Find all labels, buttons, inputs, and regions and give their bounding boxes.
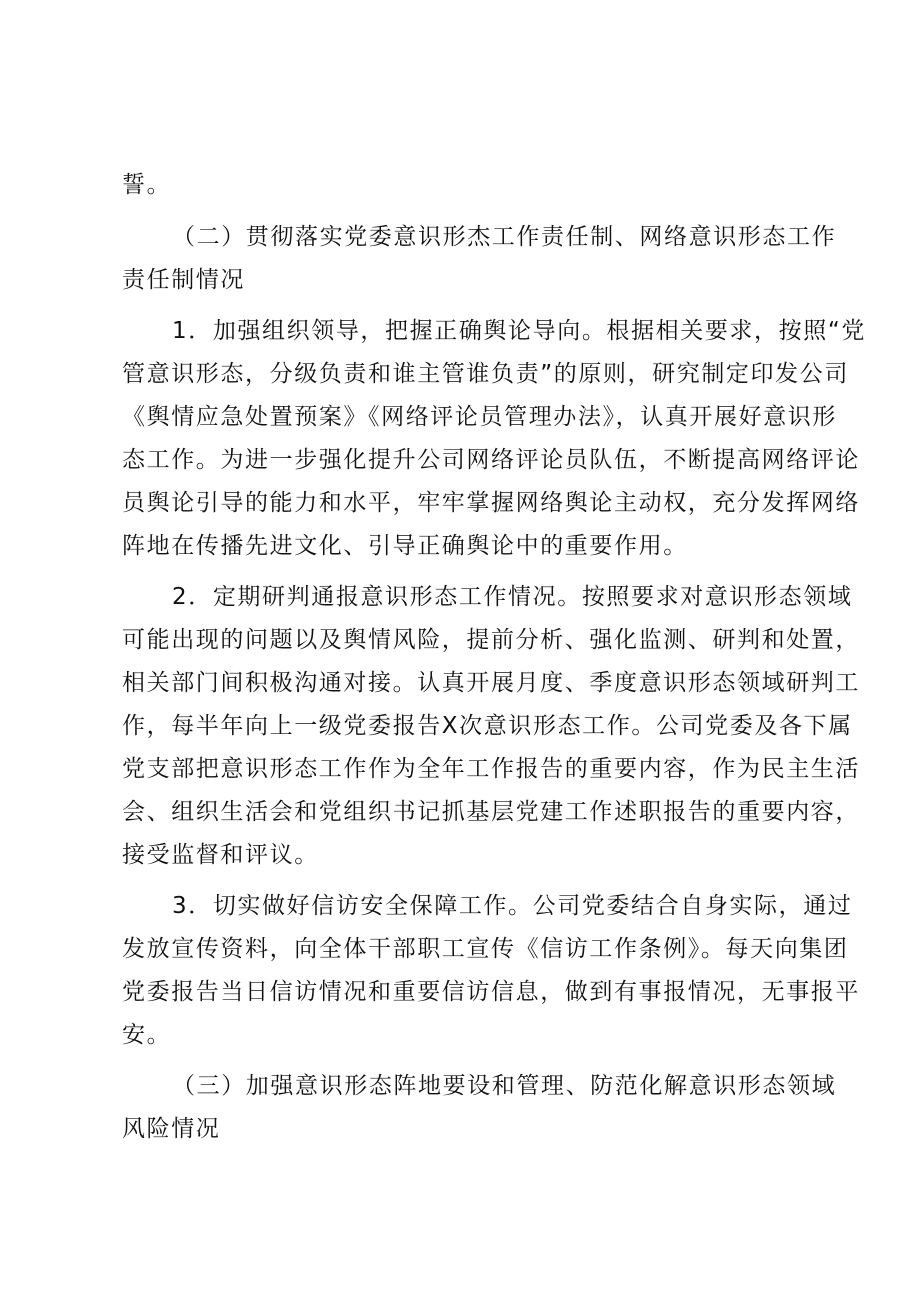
paragraph-2-line-2: 可能出现的问题以及舆情风险，提前分析、强化监测、研判和处置， — [122, 627, 860, 653]
paragraph-2-line-4: 作，每半年向上一级党委报告X次意识形态工作。公司党委及各下属 — [122, 713, 853, 739]
paragraph-2-line-1: 2．定期研判通报意识形态工作情况。按照要求对意识形态领域 — [172, 584, 853, 610]
paragraph-1-line-2: 管意识形态，分级负责和谁主管谁负责”的原则，研究制定印发公司 — [122, 361, 849, 387]
paragraph-1-line-5: 员舆论引导的能力和水平，牢牢掌握网络舆论主动权，充分发挥网络 — [122, 490, 860, 516]
text-line-1: 誓。 — [122, 172, 172, 198]
paragraph-3-line-2: 发放宣传资料，向全体干部职工宣传《信访工作条例》。每天向集团 — [122, 936, 849, 962]
paragraph-2-line-5: 党支部把意识形态工作作为全年工作报告的重要内容，作为民主生活 — [122, 756, 860, 782]
paragraph-3-line-3: 党委报告当日信访情况和重要信访信息，做到有事报情况，无事报平 — [122, 979, 860, 1005]
section-heading-2-line-1: （二）贯彻落实党委意识形杰工作责任制、网络意识形态工作 — [172, 224, 837, 250]
paragraph-1-line-6: 阵地在传播先进文化、引导正确舆论中的重要作用。 — [122, 533, 688, 559]
paragraph-1-line-1: 1．加强组织领导，把握正确舆论导向。根据相关要求，按照“党 — [172, 318, 866, 344]
section-heading-2-line-2: 责任制情况 — [122, 267, 245, 293]
section-heading-3-line-2: 风险情况 — [122, 1116, 221, 1142]
paragraph-2-line-7: 接受监督和评议。 — [122, 842, 319, 868]
paragraph-3-line-1: 3．切实做好信访安全保障工作。公司党委结合自身实际，通过 — [172, 893, 853, 919]
paragraph-2-line-6: 会、组织生活会和党组织书记抓基层党建工作述职报告的重要内容， — [122, 799, 860, 825]
section-heading-3-line-1: （三）加强意识形态阵地要设和管理、防范化解意识形态领域 — [172, 1073, 837, 1099]
paragraph-1-line-4: 态工作。为进一步强化提升公司网络评论员队伍，不断提高网络评论 — [122, 447, 860, 473]
paragraph-2-line-3: 相关部门间积极沟通对接。认真开展月度、季度意识形态领域研判工 — [122, 670, 860, 696]
paragraph-3-line-4: 安。 — [122, 1022, 172, 1048]
paragraph-1-line-3: 《舆情应急处置预案》《网络评论员管理办法》，认真开展好意识形 — [122, 404, 837, 430]
